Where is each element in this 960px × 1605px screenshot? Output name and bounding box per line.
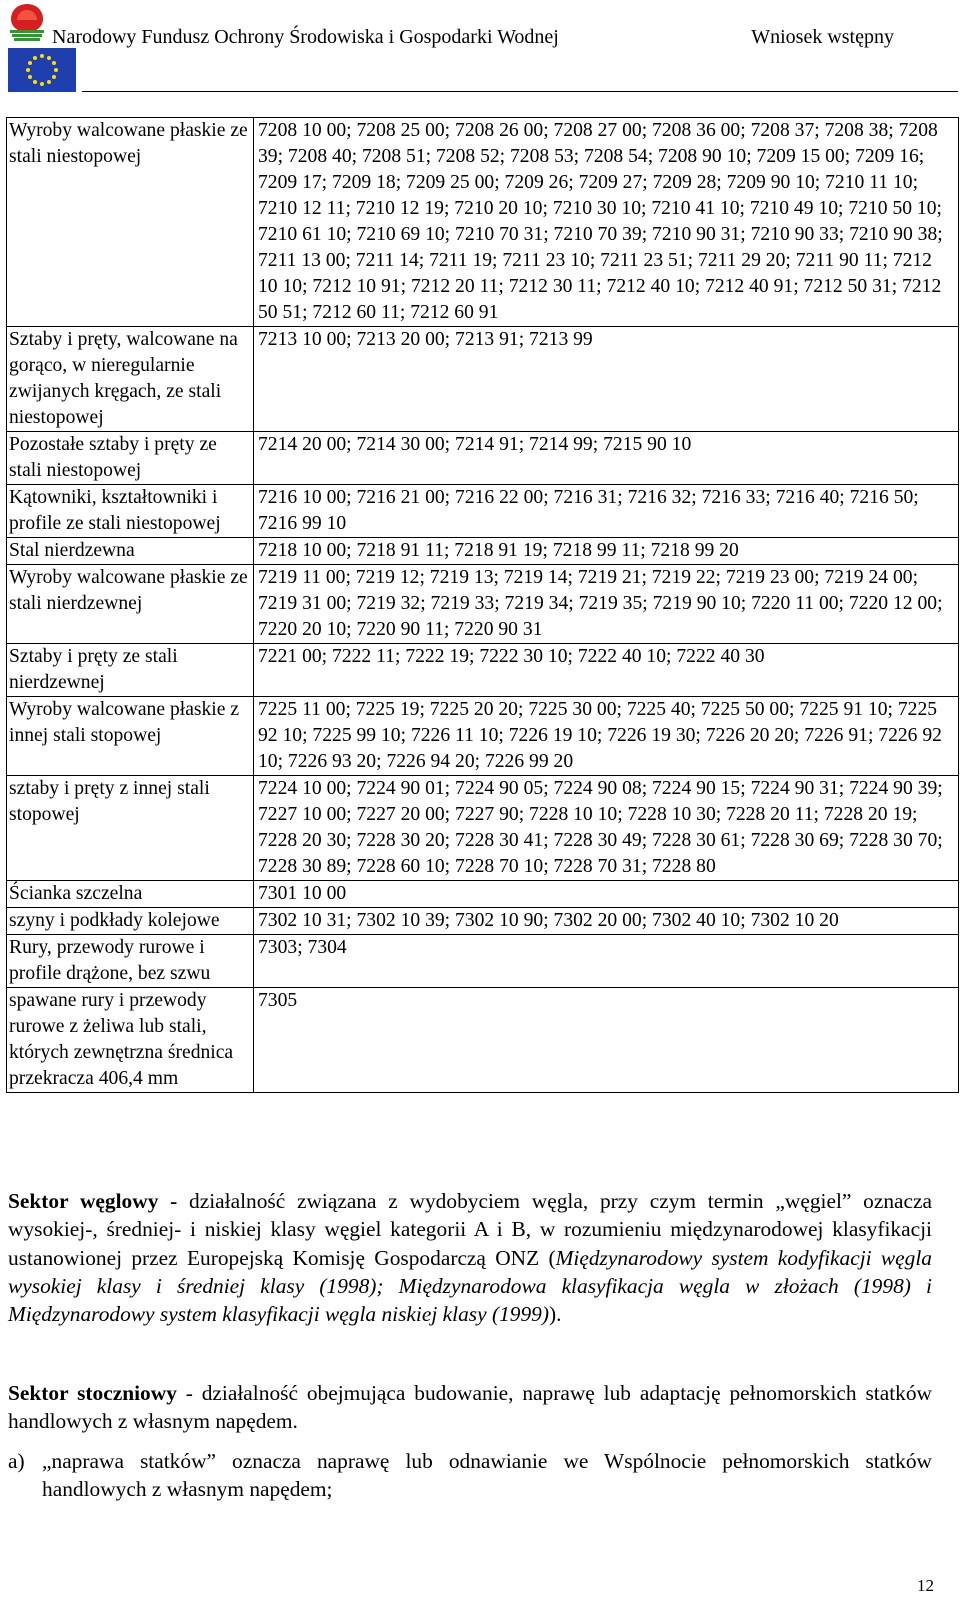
- codes-cell: 7224 10 00; 7224 90 01; 7224 90 05; 7224 90 08; 7224 90 15; 7224 90 31; 7224 90 39; 7227 10 00; 7227 20 00; 7227 90; 7228 10 10; 7228 10 30; 7228 20 11; 7228 20 19; 7228 20 30; 7228 30 20; 7228 30 41; 7228 30 49; 7228 30 61; 7228 30 69; 7228 30 70; 7228 30 89; 7228 60 10; 7228 70 10; 7228 70 31; 7228 80: [254, 776, 959, 881]
- table-row: [7, 697, 959, 776]
- table-row: [7, 432, 959, 485]
- table-row: [7, 485, 959, 538]
- list-item-text: „naprawa statków” oznacza naprawę lub odnawianie we Wspólnocie pełnomorskich statków handlowych z własnym napędem;: [42, 1449, 932, 1502]
- category-cell: Wyroby walcowane płaskie ze stali nierdzewnej: [7, 565, 254, 644]
- table-row: [7, 881, 959, 908]
- header-document-type: Wniosek wstępny: [751, 26, 894, 48]
- table-row: [7, 118, 959, 327]
- codes-cell: 7301 10 00: [254, 881, 959, 908]
- list-item: [8, 1447, 932, 1504]
- table-row: [7, 935, 959, 988]
- coal-sector-paragraph: [8, 1187, 932, 1328]
- category-cell: Sztaby i pręty ze stali nierdzewnej: [7, 644, 254, 697]
- coal-sector-text: działalność związana z wydobyciem węgla, przy czym termin „węgiel” oznacza wysokiej-, średniej- i niskiej klasy węgiel kategorii A i B, w rozumieniu międzynarodowej klasyfikacji ustanowionej przez Europejską Komisję Gospodarczą ONZ (: [8, 1189, 932, 1270]
- table-row: [7, 327, 959, 432]
- table-row: [7, 538, 959, 565]
- codes-cell: 7219 11 00; 7219 12; 7219 13; 7219 14; 7219 21; 7219 22; 7219 23 00; 7219 24 00; 7219 31 00; 7219 32; 7219 33; 7219 34; 7219 35; 7219 90 10; 7220 11 00; 7220 12 00; 7220 20 10; 7220 90 11; 7220 90 31: [254, 565, 959, 644]
- category-cell: szyny i podkłady kolejowe: [7, 908, 254, 935]
- table-row: [7, 908, 959, 935]
- category-cell: Stal nierdzewna: [7, 538, 254, 565]
- header-rule: [82, 91, 958, 92]
- codes-cell: 7305: [254, 988, 959, 1093]
- codes-cell: 7216 10 00; 7216 21 00; 7216 22 00; 7216 31; 7216 32; 7216 33; 7216 40; 7216 50; 7216 99 10: [254, 485, 959, 538]
- category-cell: Wyroby walcowane płaskie ze stali niestopowej: [7, 118, 254, 327]
- codes-cell: 7208 10 00; 7208 25 00; 7208 26 00; 7208 27 00; 7208 36 00; 7208 37; 7208 38; 7208 39; 7208 40; 7208 51; 7208 52; 7208 53; 7208 54; 7208 90 10; 7209 15 00; 7209 16; 7209 17; 7209 18; 7209 25 00; 7209 26; 7209 27; 7209 28; 7209 90 10; 7210 11 10; 7210 12 11; 7210 12 19; 7210 20 10; 7210 30 10; 7210 41 10; 7210 49 10; 7210 50 10; 7210 61 10; 7210 69 10; 7210 70 31; 7210 70 39; 7210 90 31; 7210 90 33; 7210 90 38; 7211 13 00; 7211 14; 7211 19; 7211 23 10; 7211 23 51; 7211 29 20; 7211 90 11; 7212 10 10; 7212 10 91; 7212 20 11; 7212 30 11; 7212 40 10; 7212 40 91; 7212 50 31; 7212 50 51; 7212 60 11; 7212 60 91: [254, 118, 959, 327]
- page-header: [0, 0, 960, 100]
- coal-sector-end: ).: [548, 1302, 562, 1327]
- category-cell: sztaby i pręty z innej stali stopowej: [7, 776, 254, 881]
- eu-flag: [8, 48, 76, 92]
- category-cell: Kątowniki, kształtowniki i profile ze stali niestopowej: [7, 485, 254, 538]
- coal-sector-term: Sektor węglowy -: [8, 1189, 178, 1213]
- shipbuilding-sector-paragraph: [8, 1379, 932, 1436]
- codes-cell: 7221 00; 7222 11; 7222 19; 7222 30 10; 7222 40 10; 7222 40 30: [254, 644, 959, 697]
- list-marker: a): [8, 1449, 25, 1473]
- codes-cell: 7225 11 00; 7225 19; 7225 20 20; 7225 30 00; 7225 40; 7225 50 00; 7225 91 10; 7225 92 10; 7225 99 10; 7226 11 10; 7226 19 10; 7226 19 30; 7226 20 20; 7226 91; 7226 92 10; 7226 93 20; 7226 94 20; 7226 99 20: [254, 697, 959, 776]
- page-number: 12: [917, 1576, 934, 1595]
- category-cell: spawane rury i przewody rurowe z żeliwa lub stali, których zewnętrzna średnica przekracza 406,4 mm: [7, 988, 254, 1093]
- coal-classification-citation: Międzynarodowy system kodyfikacji węgla wysokiej klasy i średniej klasy (1998); Międzynarodowa klasyfikacja węgla w złożach (1998) i Międzynarodowy system klasyfikacji węgla niskiej klasy (1999): [8, 1245, 932, 1327]
- shipbuilding-sector-term: Sektor stoczniowy: [8, 1381, 177, 1405]
- table-row: [7, 776, 959, 881]
- codes-cell: 7302 10 31; 7302 10 39; 7302 10 90; 7302 20 00; 7302 40 10; 7302 10 20: [254, 908, 959, 935]
- table-row: [7, 644, 959, 697]
- steel-products-table: [6, 117, 959, 1093]
- category-cell: Sztaby i pręty, walcowane na gorąco, w nieregularnie zwijanych kręgach, ze stali niestopowej: [7, 327, 254, 432]
- codes-cell: 7213 10 00; 7213 20 00; 7213 91; 7213 99: [254, 327, 959, 432]
- shipbuilding-sector-text: - działalność obejmująca budowanie, naprawę lub adaptację pełnomorskich statków handlowych z własnym napędem.: [8, 1381, 932, 1434]
- codes-cell: 7303; 7304: [254, 935, 959, 988]
- nfosigw-tree-logo: [8, 2, 46, 44]
- category-cell: Rury, przewody rurowe i profile drążone, bez szwu: [7, 935, 254, 988]
- codes-cell: 7218 10 00; 7218 91 11; 7218 91 19; 7218 99 11; 7218 99 20: [254, 538, 959, 565]
- category-cell: Ścianka szczelna: [7, 881, 254, 908]
- table-row: [7, 988, 959, 1093]
- codes-cell: 7214 20 00; 7214 30 00; 7214 91; 7214 99; 7215 90 10: [254, 432, 959, 485]
- header-organization: Narodowy Fundusz Ochrony Środowiska i Gospodarki Wodnej: [52, 26, 559, 48]
- category-cell: Pozostałe sztaby i pręty ze stali niestopowej: [7, 432, 254, 485]
- category-cell: Wyroby walcowane płaskie z innej stali stopowej: [7, 697, 254, 776]
- table-row: [7, 565, 959, 644]
